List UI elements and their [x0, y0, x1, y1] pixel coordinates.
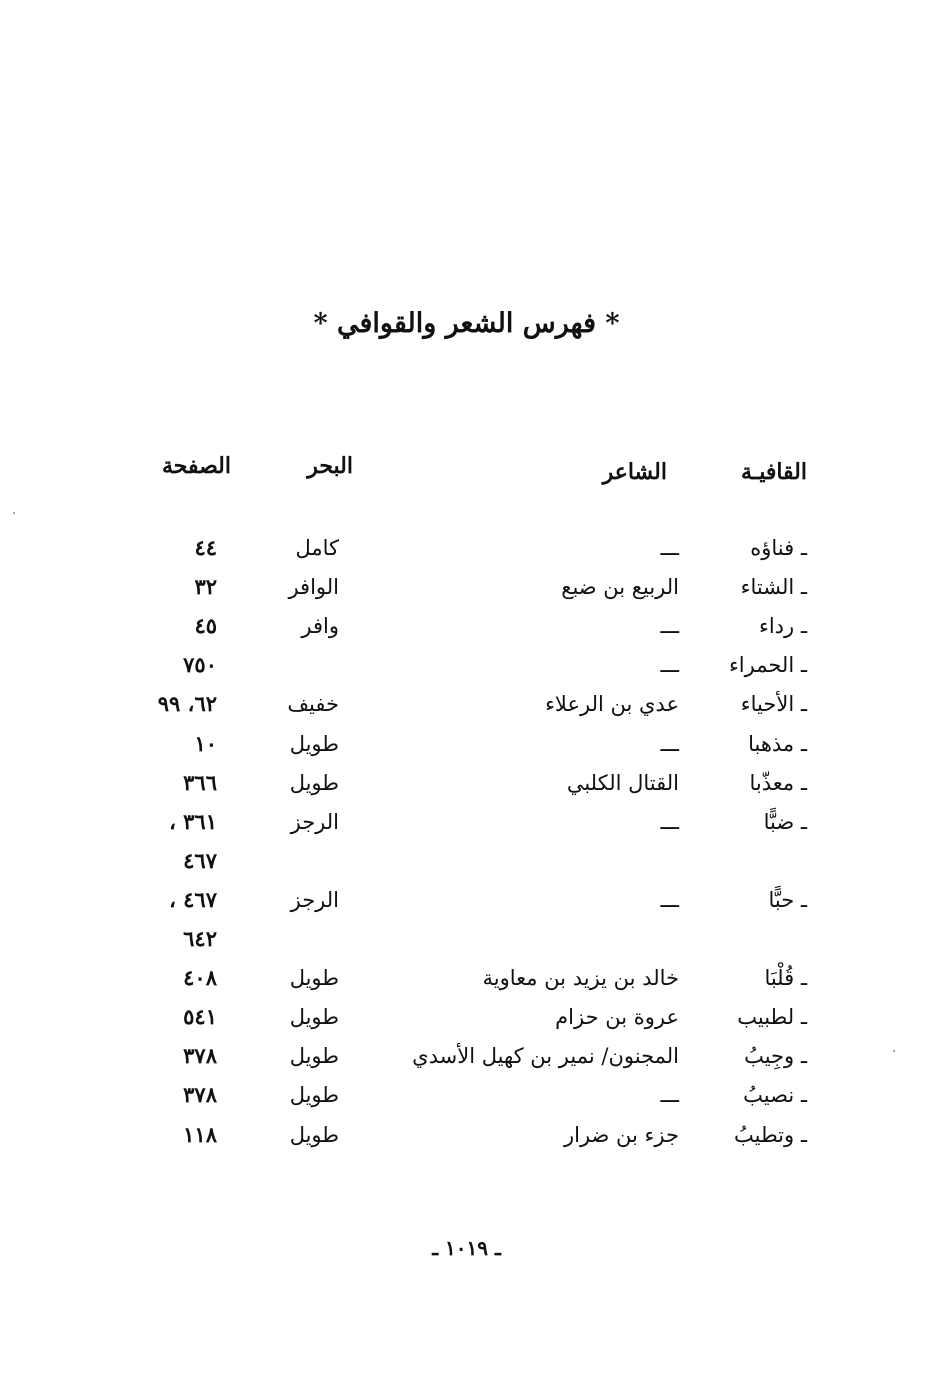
row-page: ٥٤١ — [183, 1004, 217, 1029]
row-bahr: طويل — [289, 1005, 339, 1029]
row-shaer: جزء بن ضرار — [563, 1123, 679, 1147]
row-bahr: كامل — [295, 536, 339, 560]
row-shaer: ـــ — [660, 614, 679, 638]
row-qafiya: ـ فناؤه — [750, 536, 807, 560]
row-shaer: عدي بن الرعلاء — [545, 692, 679, 716]
row-qafiya: ـ الحمراء — [728, 653, 807, 677]
row-page: ٦٢، ٩٩ — [157, 691, 217, 716]
row-page: ٤٥ — [194, 613, 217, 638]
row-qafiya: ـ الشتاء — [740, 575, 807, 599]
row-bahr: وافر — [301, 614, 339, 638]
row-qafiya: ـ قُلْبَا — [764, 966, 807, 990]
scan-speck — [893, 1050, 895, 1052]
row-page: ٤٦٧ — [183, 848, 217, 873]
header-shaer: الشاعر — [602, 459, 667, 485]
row-qafiya: ـ الأحياء — [740, 692, 807, 716]
row-qafiya: ـ رداء — [758, 614, 807, 638]
row-qafiya: ـ وجِيبُ — [744, 1044, 807, 1068]
row-shaer: خالد بن يزيد بن معاوية — [482, 966, 679, 990]
row-page: ٤٠٨ — [183, 965, 217, 990]
row-qafiya: ـ معذّبا — [749, 771, 807, 795]
row-shaer: ـــ — [660, 810, 679, 834]
header-page: الصفحة — [161, 453, 231, 479]
row-page: ١٠ — [194, 731, 217, 756]
row-qafiya: ـ حبًّا — [768, 888, 807, 912]
row-shaer: الربيع بن ضبع — [561, 575, 679, 599]
row-page: ٣٦٦ — [183, 770, 217, 795]
row-bahr: طويل — [289, 966, 339, 990]
row-bahr: طويل — [289, 1123, 339, 1147]
page-title: * فهرس الشعر والقوافي * — [313, 308, 620, 339]
row-bahr: الرجز — [290, 888, 339, 912]
row-shaer: ـــ — [660, 1083, 679, 1107]
row-shaer: ـــ — [660, 732, 679, 756]
row-qafiya: ـ ضبًّا — [763, 810, 807, 834]
header-bahr: البحر — [307, 453, 353, 479]
row-qafiya: ـ نصيبُ — [743, 1083, 807, 1107]
header-qafiya: القافيـة — [740, 459, 807, 485]
row-shaer: القتال الكلبي — [566, 771, 679, 795]
page-number: ـ ١٠١٩ ـ — [432, 1236, 501, 1260]
row-page: ٦٤٢ — [183, 926, 217, 951]
row-page: ٧٥٠ — [183, 652, 217, 677]
scan-speck — [13, 512, 15, 514]
row-shaer: المجنون/ نمير بن كهيل الأسدي — [412, 1044, 679, 1068]
row-shaer: عروة بن حزام — [555, 1005, 679, 1029]
row-shaer: ـــ — [660, 536, 679, 560]
row-qafiya: ـ لطبيب — [737, 1005, 807, 1029]
row-page: ٤٦٧ ، — [169, 887, 217, 912]
row-qafiya: ـ مذهبا — [748, 732, 807, 756]
row-bahr: طويل — [289, 732, 339, 756]
row-page: ٣٧٨ — [183, 1082, 217, 1107]
row-bahr: الوافر — [288, 575, 339, 599]
row-shaer: ـــ — [660, 888, 679, 912]
row-bahr: طويل — [289, 771, 339, 795]
row-bahr: طويل — [289, 1044, 339, 1068]
row-bahr: طويل — [289, 1083, 339, 1107]
row-page: ١١٨ — [183, 1122, 217, 1147]
row-page: ٤٤ — [194, 535, 217, 560]
row-page: ٣٧٨ — [183, 1043, 217, 1068]
row-qafiya: ـ وتطيبُ — [734, 1123, 807, 1147]
row-bahr: خفيف — [287, 692, 339, 716]
row-shaer: ـــ — [660, 653, 679, 677]
row-page: ٣٢ — [194, 574, 217, 599]
row-page: ٣٦١ ، — [169, 809, 217, 834]
row-bahr: الرجز — [290, 810, 339, 834]
